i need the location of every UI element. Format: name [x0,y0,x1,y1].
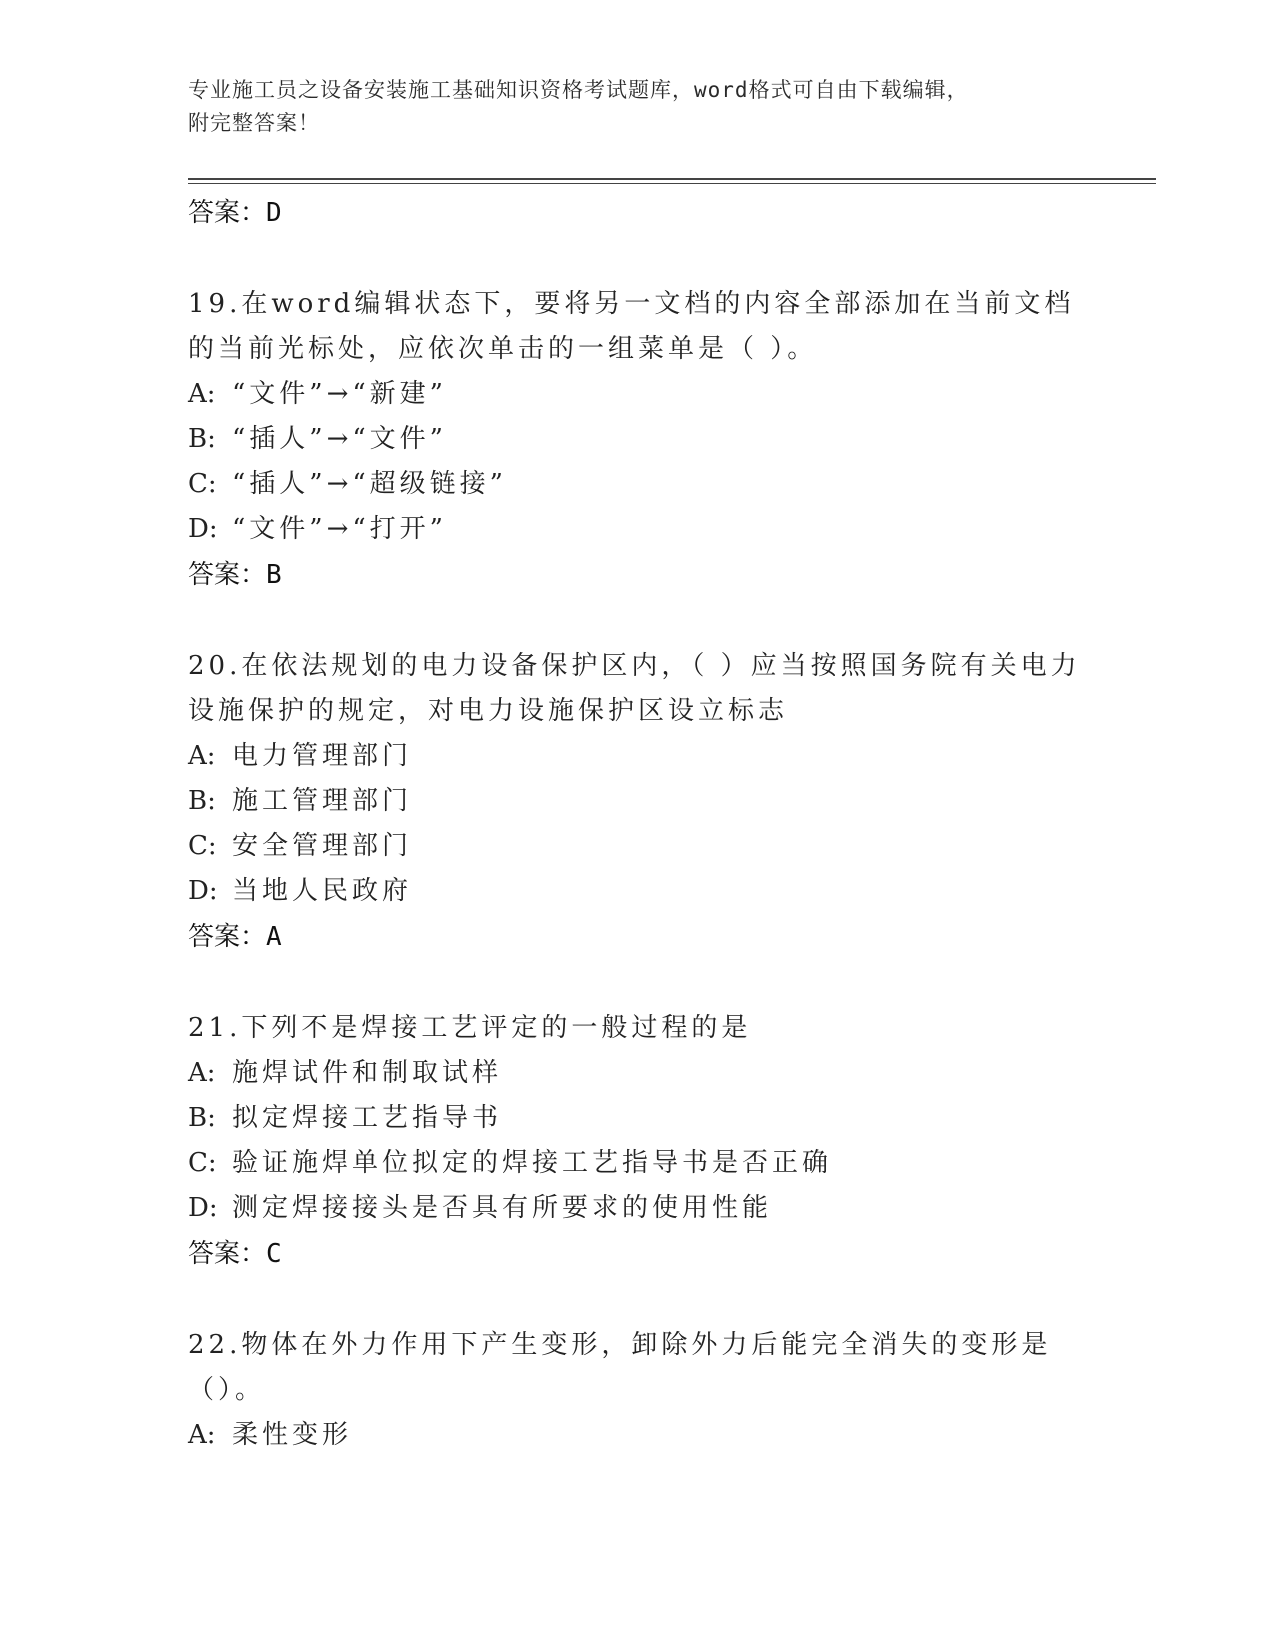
option-letter: A: [188,1058,216,1088]
answer-text: 答案：D [188,198,282,228]
option-text: 测定焊接接头是否具有所要求的使用性能 [232,1193,773,1223]
option-a [188,372,1088,417]
option-letter: C: [188,1148,217,1178]
question-stem: 19.在word编辑状态下，要将另一文档的内容全部添加在当前文档的当前光标处，应依次单击的一组菜单是（ ）。 [188,289,1075,364]
answer-text: 答案：B [188,560,282,590]
option-text: 安全管理部门 [232,831,413,861]
option-letter: D: [188,876,218,906]
option-b [188,1096,1088,1141]
option-letter: A: [188,741,216,771]
option-text: “文件”→“新建” [232,379,447,409]
question-item [188,1006,1088,1277]
option-b [188,417,1088,462]
option-c [188,824,1088,869]
option-letter: A: [188,379,216,409]
option-text: 验证施焊单位拟定的焊接工艺指导书是否正确 [232,1148,833,1178]
option-a [188,1051,1088,1096]
option-a [188,1413,1088,1458]
question-stem: 20.在依法规划的电力设备保护区内，（ ）应当按照国务院有关电力设施保护的规定，对电力设施保护区设立标志 [188,651,1081,726]
option-letter: D: [188,514,218,544]
option-d [188,869,1088,914]
option-d [188,1186,1088,1231]
document-header [188,74,1088,140]
question-item [188,1323,1088,1458]
question-stem: 22.物体在外力作用下产生变形，卸除外力后能完全消失的变形是（）。 [188,1330,1052,1405]
option-c [188,1141,1088,1186]
answer-text: 答案：A [188,922,282,952]
option-text: “文件”→“打开” [232,514,447,544]
option-letter: C: [188,469,217,499]
option-c [188,462,1088,507]
question-stem: 21.下列不是焊接工艺评定的一般过程的是 [188,1013,752,1043]
option-text: 柔性变形 [232,1420,353,1450]
option-letter: B: [188,424,216,454]
question-list [188,190,1088,1458]
option-letter: C: [188,831,217,861]
option-text: 当地人民政府 [232,876,413,906]
option-letter: D: [188,1193,218,1223]
option-letter: B: [188,1103,216,1133]
option-letter: A: [188,1420,216,1450]
answer-text: 答案：C [188,1239,282,1269]
option-text: 拟定焊接工艺指导书 [232,1103,503,1133]
question-item [188,644,1088,960]
option-a [188,734,1088,779]
option-text: “插人”→“超级链接” [232,469,507,499]
header-line-2: 附完整答案！ [188,111,320,135]
option-text: 施工管理部门 [232,786,413,816]
option-b [188,779,1088,824]
header-line-1: 专业施工员之设备安装施工基础知识资格考试题库，word格式可自由下载编辑， [188,78,969,102]
option-d [188,507,1088,552]
header-divider-thick [188,178,1156,180]
option-text: 施焊试件和制取试样 [232,1058,503,1088]
option-text: “插人”→“文件” [232,424,447,454]
option-text: 电力管理部门 [232,741,413,771]
header-divider-thin [188,183,1156,184]
question-item [188,282,1088,598]
option-letter: B: [188,786,216,816]
